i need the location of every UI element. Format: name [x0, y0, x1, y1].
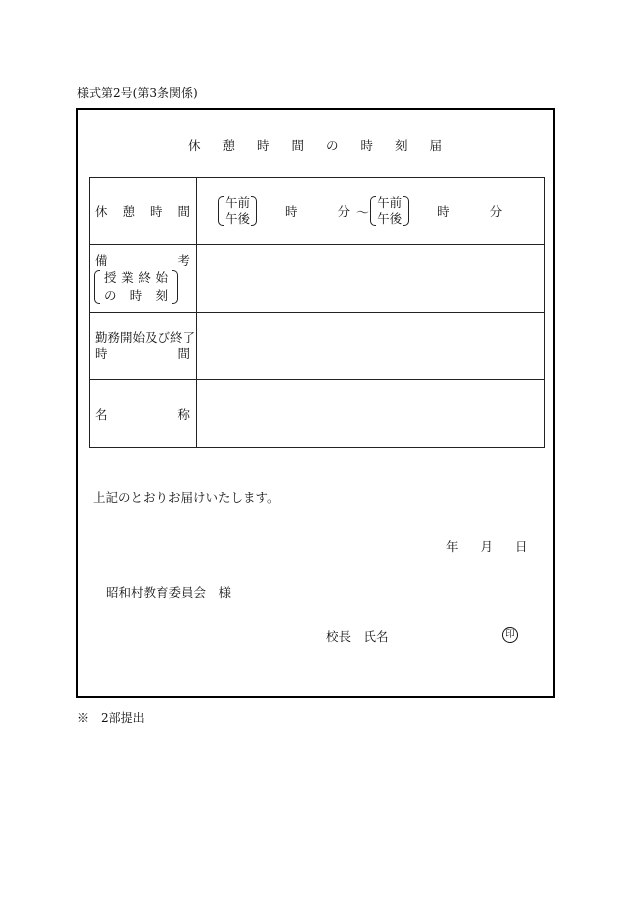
- label-name: [90, 380, 197, 448]
- label-char: の: [104, 287, 117, 303]
- form-title: [0, 136, 630, 154]
- ampm-selector-start[interactable]: [218, 195, 257, 227]
- label-break-time: [90, 178, 197, 245]
- table-row-remarks: [90, 245, 545, 313]
- label-char: 憩: [122, 204, 135, 219]
- label-char: 名: [95, 406, 108, 422]
- label-char: 刻: [155, 287, 168, 303]
- hour-label-end: 時: [437, 204, 450, 219]
- seal-mark: 印: [502, 627, 518, 643]
- label-char: 称: [177, 406, 190, 422]
- submission-note: ※ 2部提出: [77, 711, 145, 725]
- label-char: 時: [129, 287, 143, 303]
- label-char: 業: [121, 269, 134, 285]
- hour-label-start: 時: [285, 204, 298, 219]
- date-line[interactable]: [446, 537, 528, 555]
- am-label: 午前: [225, 195, 251, 210]
- remarks-field[interactable]: [197, 245, 545, 313]
- range-tilde: ～: [356, 205, 370, 221]
- year-label: 年: [446, 539, 459, 554]
- title-char: 届: [429, 138, 443, 153]
- time-range-field[interactable]: [197, 178, 545, 245]
- label-char: 時: [95, 346, 108, 361]
- form-number-label: 様式第2号(第3条関係): [77, 86, 198, 100]
- title-char: 時: [360, 138, 374, 153]
- title-char: の: [326, 138, 339, 153]
- label-char: 休: [95, 204, 108, 219]
- work-hours-label-line1: 勤務開始及び終了: [95, 330, 196, 345]
- label-remarks: [90, 245, 197, 313]
- day-label: 日: [515, 539, 528, 554]
- label-char: 間: [177, 346, 190, 361]
- remarks-sub-label: [94, 269, 178, 305]
- label-char: 始: [155, 269, 168, 285]
- pm-label: 午後: [377, 211, 403, 226]
- label-char: 間: [177, 204, 190, 219]
- title-char: 間: [291, 138, 304, 153]
- submission-sentence: 上記のとおりお届けいたします。: [93, 490, 280, 505]
- principal-name-label: 校長 氏名: [326, 629, 389, 644]
- title-char: 憩: [222, 138, 235, 153]
- table-row-break-time: [90, 178, 545, 245]
- pm-label: 午後: [225, 211, 251, 226]
- ampm-selector-end[interactable]: [370, 195, 409, 227]
- label-char: 時: [149, 204, 163, 219]
- label-char: 備: [95, 252, 108, 268]
- minute-label-start: 分: [337, 204, 351, 219]
- minute-label-end: 分: [489, 204, 503, 219]
- title-char: 刻: [395, 138, 408, 153]
- title-char: 休: [187, 138, 201, 153]
- label-char: 終: [138, 269, 151, 285]
- work-hours-field[interactable]: [197, 313, 545, 380]
- label-work-hours: [90, 313, 197, 380]
- am-label: 午前: [377, 195, 403, 210]
- table-row-name: [90, 380, 545, 448]
- title-char: 時: [256, 138, 270, 153]
- form-table: [89, 177, 545, 448]
- label-char: 考: [177, 252, 190, 268]
- month-label: 月: [480, 539, 494, 554]
- name-field[interactable]: [197, 380, 545, 448]
- table-row-work-hours: [90, 313, 545, 380]
- addressee: 昭和村教育委員会 様: [106, 585, 232, 600]
- label-char: 授: [104, 269, 117, 285]
